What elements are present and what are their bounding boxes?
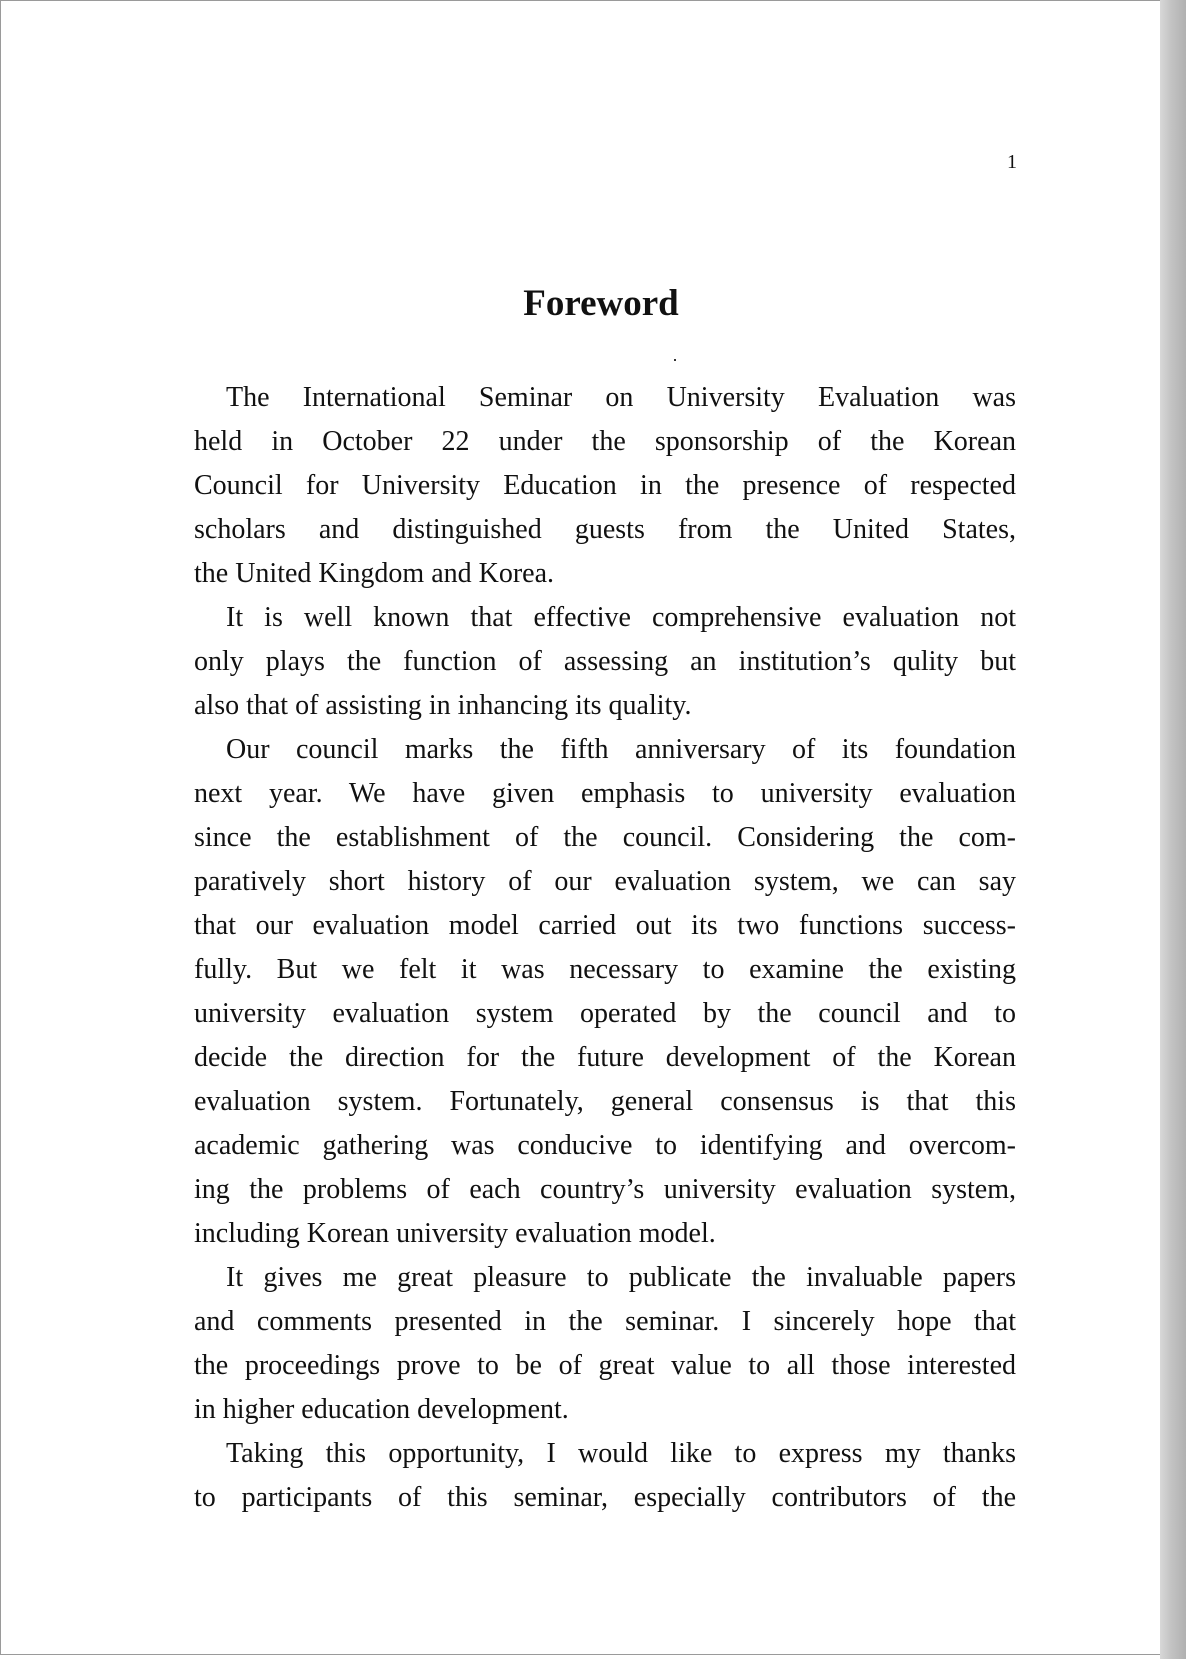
text-line: paratively short history of our evaluation system, we can say xyxy=(194,866,1016,897)
text-line: the proceedings prove to be of great value to all those interested xyxy=(194,1350,1016,1381)
paragraph xyxy=(194,376,1016,596)
text-line: It is well known that effective comprehensive evaluation not xyxy=(226,602,1016,633)
text-line: Council for University Education in the presence of respected xyxy=(194,470,1016,501)
text-line: only plays the function of assessing an institution’s qulity but xyxy=(194,646,1016,677)
text-line: It gives me great pleasure to publicate the invaluable papers xyxy=(226,1262,1016,1293)
text-line: decide the direction for the future development of the Korean xyxy=(194,1042,1016,1073)
text-line: evaluation system. Fortunately, general consensus is that this xyxy=(194,1086,1016,1117)
text-line: Our council marks the fifth anniversary of its foundation xyxy=(226,734,1016,765)
text-line: university evaluation system operated by the council and to xyxy=(194,998,1016,1029)
scan-speck xyxy=(674,359,676,361)
text-line: and comments presented in the seminar. I sincerely hope that xyxy=(194,1306,1016,1337)
text-line: Taking this opportunity, I would like to express my thanks xyxy=(226,1438,1016,1469)
text-line: academic gathering was conducive to identifying and overcom- xyxy=(194,1130,1016,1161)
text-line: next year. We have given emphasis to university evaluation xyxy=(194,778,1016,809)
text-line: since the establishment of the council. Considering the com- xyxy=(194,822,1016,853)
text-line: scholars and distinguished guests from the United States, xyxy=(194,514,1016,545)
paragraph xyxy=(194,596,1016,728)
text-line: The International Seminar on University Evaluation was xyxy=(226,382,1016,413)
text-line: in higher education development. xyxy=(194,1394,569,1425)
text-line: held in October 22 under the sponsorship of the Korean xyxy=(194,426,1016,457)
foreword-body xyxy=(194,376,1016,1520)
text-line: the United Kingdom and Korea. xyxy=(194,558,555,589)
text-line: ing the problems of each country’s university evaluation system, xyxy=(194,1174,1016,1205)
paragraph xyxy=(194,728,1016,1256)
paragraph xyxy=(194,1432,1016,1520)
page-number: 1 xyxy=(1007,151,1017,173)
page-edge-shadow xyxy=(1160,0,1186,1659)
text-line: also that of assisting in inhancing its quality. xyxy=(194,690,692,721)
page-title: Foreword xyxy=(523,283,679,324)
text-line: that our evaluation model carried out its two functions success- xyxy=(194,910,1016,941)
text-line: fully. But we felt it was necessary to examine the existing xyxy=(194,954,1016,985)
paragraph xyxy=(194,1256,1016,1432)
text-line: including Korean university evaluation model. xyxy=(194,1218,716,1249)
text-line: to participants of this seminar, especially contributors of the xyxy=(194,1482,1016,1513)
